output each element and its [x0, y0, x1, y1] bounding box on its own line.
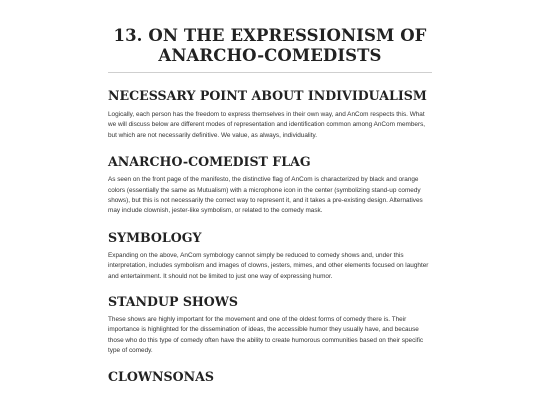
section-body-standup-shows: These shows are highly important for the movement and one of the oldest forms of comedy there is. Their importance is highlighted for the dissemination of ideas, the accessible humor they usually have, and because those who do this type of comedy often have the ability to create humorous communities based on their specific type of comedy.	[108, 316, 424, 355]
chapter-title	[108, 26, 432, 73]
chapter-title-line-2: ANARCHO-COMEDISTS	[158, 46, 382, 65]
chapter-title-line-1: 13. ON THE EXPRESSIONISM OF	[113, 26, 427, 45]
document-content	[108, 26, 432, 384]
section-heading-flag: ANARCHO-COMEDIST FLAG	[108, 154, 311, 170]
section-heading-symbology: SYMBOLOGY	[108, 229, 202, 245]
section-heading-clownsonas: CLOWNSONAS	[108, 368, 214, 384]
section-heading-individualism: NECESSARY POINT ABOUT INDIVIDUALISM	[108, 88, 427, 103]
section-body-symbology: Expanding on the above, AnCom symbology cannot simply be reduced to comedy shows and, under this interpretation, includes symbolism and images of clowns, jesters, mimes, and other elements focused on laughter and entertainment. It should not be limited to just one way of expressing humor.	[108, 251, 429, 280]
section-heading-standup-shows: STANDUP SHOWS	[108, 294, 239, 310]
section-body-individualism: Logically, each person has the freedom to express themselves in their own way, and AnCom respects this. What we will discuss below are different modes of representation and identification common among AnCom members, but which are not necessarily definitive. We value, as always, individuality.	[108, 111, 426, 139]
section-body-flag: As seen on the front page of the manifesto, the distinctive flag of AnCom is characterized by black and orange colors (essentially the same as Mutualism) with a microphone icon in the center (symbolizing stand-up comedy shows), but this is not necessarily the correct way to represent it, and it takes a pre-existing design. Alternatives may include clownish, jester-like symbolism, or related to the comedy mask.	[108, 176, 423, 215]
